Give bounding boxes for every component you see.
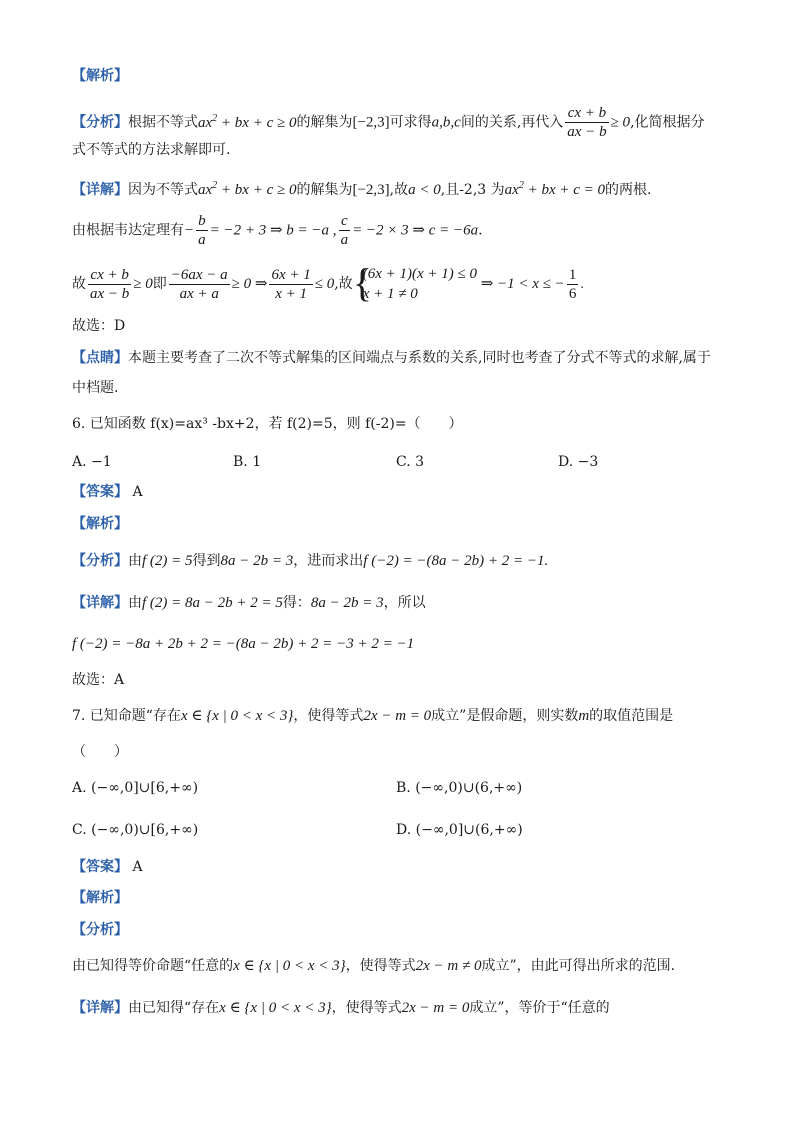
tag-fenxi: 【分析】: [72, 114, 128, 131]
text: 因为不等式: [128, 182, 198, 198]
math-expr: x ∈ {x | 0 < x < 3}: [180, 708, 294, 724]
math-expr: $ax^2$ + bx + c ≥ 0: [198, 112, 297, 131]
math-fraction: $\frac{cx + b}{ax - b}$: [567, 105, 607, 140]
q5-xiangjie-line-2: [72, 212, 732, 249]
q6-option-d: D. −3: [558, 454, 599, 470]
math-fraction: $\frac{1}{6}$: [568, 266, 577, 302]
q7-option-a: A. (−∞,0]∪[6,+∞): [72, 780, 199, 796]
math-interval: [−2,3]: [352, 114, 390, 131]
text: 可求得: [389, 114, 432, 131]
text: 由: [128, 595, 142, 611]
text: ，进而求出: [293, 553, 364, 569]
math-expr: x ∈ {x | 0 < x < 3}: [233, 958, 346, 974]
tag-jiexi: 【解析】: [72, 68, 128, 84]
q7-analysis-heading: [72, 888, 732, 908]
q6-option-c: C. 3: [396, 454, 425, 470]
text: ,故: [389, 182, 409, 198]
tag-fenxi: 【分析】: [72, 553, 128, 569]
text: 由: [128, 553, 142, 569]
q5-xiangjie-line-1: [72, 176, 732, 200]
q6-xiangjie: [72, 593, 732, 613]
q6-xiangjie-eq: [72, 634, 732, 654]
tag-xiangjie: 【详解】: [72, 1000, 128, 1016]
q5-fenxi-line-2: [72, 140, 732, 160]
question-text: 7. 已知命题“存在: [72, 708, 181, 724]
q6-answer: [72, 482, 732, 502]
q6-option-b: B. 1: [233, 454, 262, 470]
text: 即: [152, 276, 167, 292]
q7-paren: [72, 742, 732, 762]
math-expr: ⇒ −1 < x ≤ −: [476, 276, 565, 292]
math-expr: 2x − m = 0: [363, 708, 432, 724]
math-expr: f (2) = 8a − 2b + 2 = 5: [142, 595, 283, 611]
tag-xiangjie: 【详解】: [72, 182, 128, 198]
tag-daan: 【答案】: [72, 484, 128, 500]
math-expr: f (−2) = −(8a − 2b) + 2 = −1.: [363, 553, 549, 569]
math-expr: ≥ 0 ⇒: [231, 276, 268, 292]
q7-fenxi-heading: [72, 920, 732, 940]
q5-dianjing-line-2: [72, 378, 732, 398]
text: 由已知得“存在: [128, 1000, 220, 1016]
math-expr: f (2) = 5: [142, 553, 193, 569]
q7-answer: [72, 857, 732, 877]
text: ，使得等式: [331, 1000, 402, 1016]
text: ，所以: [383, 595, 426, 611]
q5-dianjing-line-1: [72, 348, 732, 368]
math-expr: $ax^2$ + bx + c ≥ 0: [198, 180, 297, 198]
text: .: [478, 222, 483, 239]
analysis-heading: [72, 66, 732, 86]
text: 由已知得等价命题“任意的: [72, 958, 234, 974]
text: 根据不等式: [128, 114, 198, 131]
math-system: { (6x + 1)(x + 1) ≤ 0 x + 1 ≠ 0: [352, 260, 477, 305]
text: ,故: [334, 276, 353, 292]
question-text: 的取值范围是: [589, 708, 674, 724]
text: ,化简根据分: [630, 114, 705, 131]
text: 中档题.: [72, 380, 119, 396]
math-fraction: $\frac{6x + 1}{x + 1}$: [271, 266, 311, 302]
q7-fenxi-body: [72, 956, 732, 976]
q6-fenxi: [72, 551, 732, 571]
text: 故选：A: [72, 672, 125, 688]
text: 由根据韦达定理有: [72, 222, 184, 239]
q5-xiangjie-line-3: 故 $\frac{cx + b}{ax - b}$ ≥ 0即 $\frac{-6ax - a}{ax + a}$ ≥ 0 ⇒ $\frac{6x + 1}{x + 1}$ ≤ 0,故 { (6x + 1)(x + 1) ≤ 0 x + 1 ≠ 0 ⇒ −1 < x ≤ − $\frac{1}{6}$ .: [72, 260, 584, 305]
q7-stem: [72, 706, 732, 726]
text: 故: [72, 276, 86, 292]
text: 的解集为: [296, 114, 353, 131]
math-expr: $ax^2$ + bx + c = 0: [504, 180, 606, 198]
math-expr: x ∈ {x | 0 < x < 3}: [219, 1000, 332, 1016]
text: 式不等式的方法求解即可.: [72, 142, 231, 158]
text: ,且-2,3 为: [440, 182, 505, 198]
tag-daan: 【答案】: [72, 859, 128, 875]
text: ，使得等式: [345, 958, 416, 974]
math-expr: m: [578, 708, 590, 724]
text: 的解集为: [296, 182, 353, 198]
tag-fenxi: 【分析】: [72, 922, 128, 938]
question-text: ，使得等式: [293, 708, 364, 724]
q6-choice: [72, 670, 732, 690]
math-expr: f (−2) = −8a + 2b + 2 = −(8a − 2b) + 2 = −3 + 2 = −1: [72, 636, 415, 652]
math-expr: 8a − 2b = 3: [310, 595, 384, 611]
q7-option-d: D. (−∞,0]∪(6,+∞): [396, 822, 523, 838]
text: 的两根.: [605, 182, 652, 198]
text: 得到: [192, 553, 221, 569]
text: 得：: [282, 595, 311, 611]
text: 成立”，由此可得出所求的范围.: [481, 958, 676, 974]
math-expr: 2x − m ≠ 0: [415, 958, 482, 974]
text: 本题主要考查了二次不等式解集的区间端点与系数的关系,同时也考查了分式不等式的求解,属于: [128, 350, 711, 366]
math-vars: a,b,c: [431, 114, 461, 131]
text: （ ）: [72, 744, 128, 760]
math-fraction: $\frac{-6ax - a}{ax + a}$: [170, 266, 228, 302]
math-expr: −: [184, 222, 195, 239]
q7-option-b: B. (−∞,0)∪(6,+∞): [396, 780, 523, 796]
question-text: 6. 已知函数 f(x)=ax³ -bx+2，若 f(2)=5，则 f(-2)=（ ）: [72, 416, 463, 432]
q6-option-a: A. −1: [72, 454, 112, 470]
text: 故选：D: [72, 318, 126, 334]
tag-jiexi: 【解析】: [72, 890, 128, 906]
answer-value: A: [132, 859, 143, 875]
q7-option-c: C. (−∞,0)∪[6,+∞): [72, 822, 199, 838]
text: 间的关系,再代入: [460, 114, 564, 131]
q7-xiangjie: [72, 998, 732, 1018]
math-expr: ≤ 0: [314, 276, 335, 292]
math-expr: a < 0: [408, 182, 441, 198]
math-expr: = −2 × 3 ⇒ c = −6a: [352, 222, 479, 239]
math-expr: ≥ 0: [133, 276, 153, 292]
question-text: 成立”是假命题，则实数: [431, 708, 579, 724]
math-fraction: $\frac{cx + b}{ax - b}$: [90, 266, 130, 302]
math-interval: [−2,3]: [352, 182, 390, 198]
math-expr: = −2 + 3 ⇒ b = −a ,: [209, 222, 337, 239]
text: 成立”，等价于“任意的: [469, 1000, 610, 1016]
tag-jiexi: 【解析】: [72, 516, 128, 532]
q5-fenxi-line-1: [72, 104, 732, 141]
math-expr: ≥ 0: [610, 114, 631, 131]
tag-xiangjie: 【详解】: [72, 595, 128, 611]
math-expr: 2x − m = 0: [401, 1000, 470, 1016]
q6-stem: [72, 414, 732, 434]
math-expr: 8a − 2b = 3: [220, 553, 294, 569]
math-fraction: $\frac{b}{a}$: [198, 213, 206, 248]
q6-analysis-heading: [72, 514, 732, 534]
q5-choice: [72, 316, 732, 336]
answer-value: A: [132, 484, 143, 500]
tag-dianjing: 【点睛】: [72, 350, 128, 366]
math-fraction: $\frac{c}{a}$: [340, 213, 349, 248]
